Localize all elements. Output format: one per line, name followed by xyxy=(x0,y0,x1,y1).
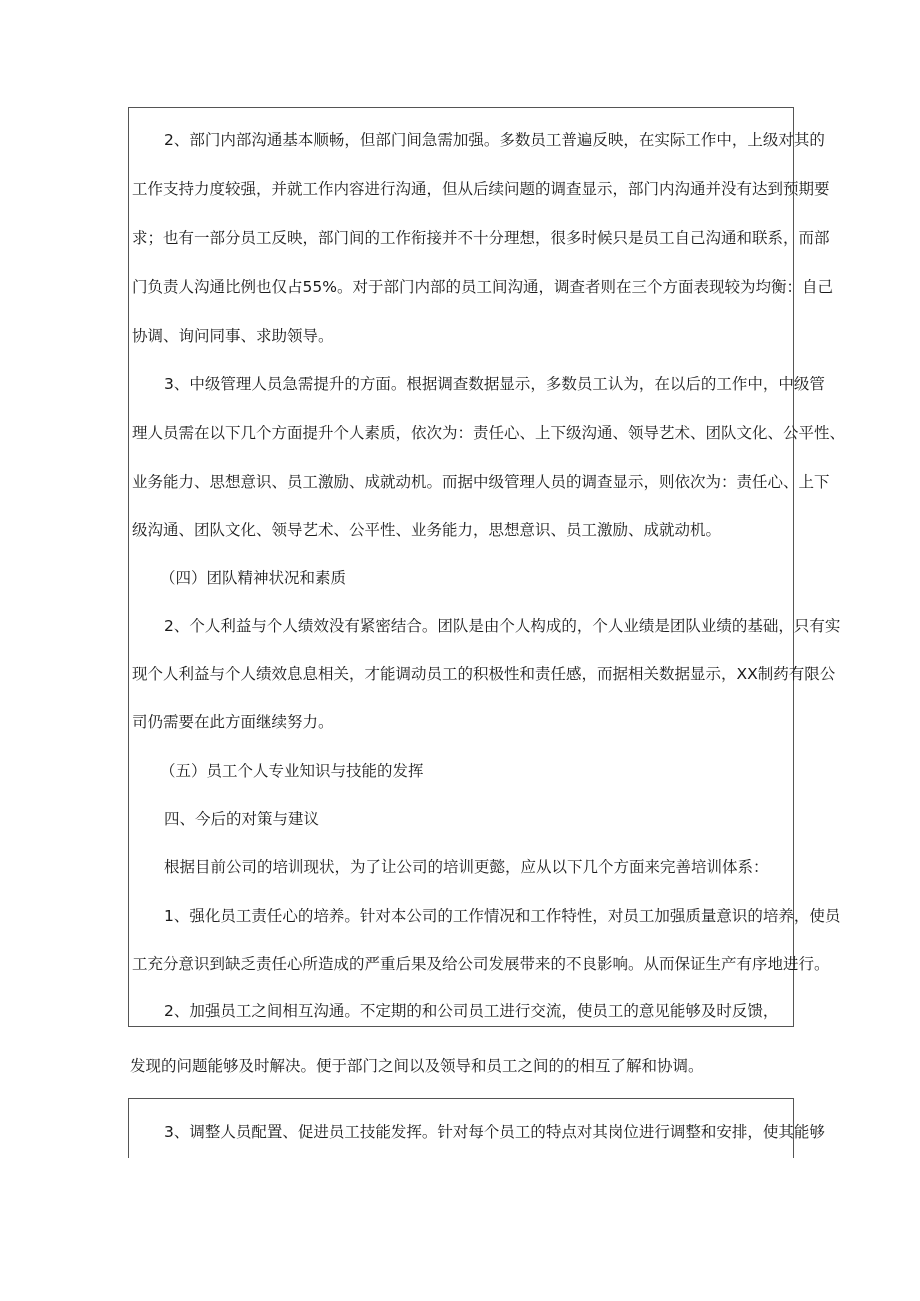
paragraph-line: 2、个人利益与个人绩效没有紧密结合。团队是由个人构成的，个人业绩是团队业绩的基础，只有实 xyxy=(164,617,841,635)
paragraph-line: 2、部门内部沟通基本顺畅，但部门间急需加强。多数员工普遍反映，在实际工作中，上级对其的 xyxy=(164,131,825,149)
paragraph-line: 发现的问题能够及时解决。便于部门之间以及领导和员工之间的的相互了解和协调。 xyxy=(130,1057,704,1075)
paragraph-line: 工作支持力度较强，并就工作内容进行沟通，但从后续问题的调查显示，部门内沟通并没有达到预期要 xyxy=(132,180,830,198)
paragraph-line: 根据目前公司的培训现状，为了让公司的培训更懿，应从以下几个方面来完善培训体系： xyxy=(164,858,769,876)
paragraph-line: 协调、询问同事、求助领导。 xyxy=(132,327,334,345)
paragraph-line: 1、强化员工责任心的培养。针对本公司的工作情况和工作特性，对员工加强质量意识的培养，使员 xyxy=(164,907,841,925)
paragraph-line: 现个人利益与个人绩效息息相关，才能调动员工的积极性和责任感，而据相关数据显示，XX制药有限公 xyxy=(132,665,836,683)
section-heading: （四）团队精神状况和素质 xyxy=(160,569,347,587)
paragraph-line: 门负责人沟通比例也仅占55%。对于部门内部的员工间沟通，调查者则在三个方面表现较为均衡：自己 xyxy=(132,278,833,296)
paragraph-line: 3、调整人员配置、促进员工技能发挥。针对每个员工的特点对其岗位进行调整和安排，使其能够 xyxy=(164,1123,825,1141)
paragraph-line: 理人员需在以下几个方面提升个人素质，依次为：责任心、上下级沟通、领导艺术、团队文化、公平性、 xyxy=(132,424,846,442)
paragraph-line: 3、中级管理人员急需提升的方面。根据调查数据显示，多数员工认为，在以后的工作中，中级管 xyxy=(164,375,825,393)
paragraph-line: 2、加强员工之间相互沟通。不定期的和公司员工进行交流，使员工的意见能够及时反馈， xyxy=(164,1002,779,1020)
section-heading: 四、今后的对策与建议 xyxy=(164,810,320,828)
section-heading: （五）员工个人专业知识与技能的发挥 xyxy=(160,762,424,780)
paragraph-line: 求；也有一部分员工反映，部门间的工作衔接并不十分理想，很多时候只是员工自己沟通和联系，而部 xyxy=(132,229,830,247)
paragraph-line: 工充分意识到缺乏责任心所造成的严重后果及给公司发展带来的不良影响。从而保证生产有序地进行。 xyxy=(132,955,830,973)
paragraph-line: 司仍需要在此方面继续努力。 xyxy=(132,713,334,731)
paragraph-line: 级沟通、团队文化、领导艺术、公平性、业务能力，思想意识、员工激励、成就动机。 xyxy=(132,521,722,539)
paragraph-line: 业务能力、思想意识、员工激励、成就动机。而据中级管理人员的调查显示，则依次为：责任心、上下 xyxy=(132,473,830,491)
